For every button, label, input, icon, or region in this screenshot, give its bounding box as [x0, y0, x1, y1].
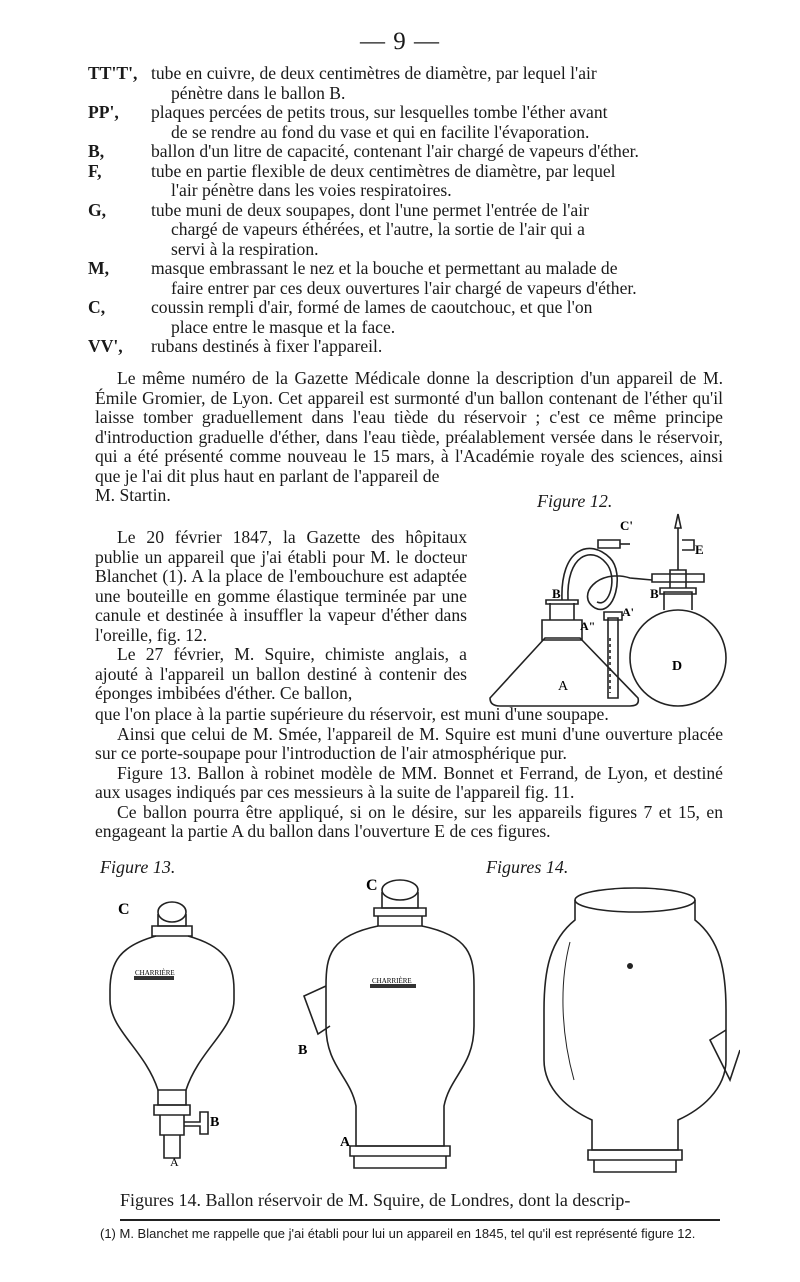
- legend-list: [88, 64, 728, 357]
- paragraph-text: Le 27 février, M. Squire, chimiste anglais, a ajouté à l'appareil un ballon destiné à contenir des éponges imbibées d'éther. Ce ballon,: [95, 644, 467, 703]
- paragraph-text: Le 20 février 1847, la Gazette des hôpitaux publie un appareil que j'ai établi pour M. le docteur Blanchet (1). A la place de l'embouchure est adaptée une bouteille en gomme élastique terminée par une canule et destinée à insuffler la vapeur d'éther dans l'oreille, fig. 12.: [95, 527, 467, 645]
- legend-key: B,: [88, 141, 105, 161]
- paragraph-text: Ainsi que celui de M. Smée, l'appareil de M. Squire est muni d'une ouverture placée sur ce porte-soupape pour l'introduction de l'air atmosphérique pur.: [95, 723, 723, 763]
- fig12-label-b-left: B: [552, 586, 561, 601]
- fig12-label-a: A: [558, 679, 569, 694]
- fig12-label-e: E: [695, 542, 704, 557]
- figure-12-caption: Figure 12.: [537, 491, 613, 511]
- figures-14-caption: Figures 14.: [486, 857, 569, 877]
- paragraph-text: M. Startin.: [95, 485, 171, 505]
- fig13-label-b: B: [210, 1115, 220, 1130]
- legend-text: tube en partie flexible de deux centimètres de diamètre, par lequel: [151, 160, 616, 181]
- legend-cont: l'air pénètre dans les voies respiratoires.: [171, 180, 452, 200]
- fig13-stamp: CHARRIÈRE: [135, 969, 175, 977]
- figure-13-drawing: [100, 890, 250, 1170]
- legend-item: [88, 142, 728, 162]
- paragraph-text: que l'on place à la partie supérieure du réservoir, est muni d'une soupape.: [95, 704, 609, 724]
- figure-13-caption: Figure 13.: [100, 857, 176, 877]
- legend-text: plaques percées de petits trous, sur lesquelles tombe l'éther avant: [151, 102, 608, 122]
- page-number: — 9 —: [360, 28, 440, 55]
- paragraph-text: Ce ballon pourra être appliqué, si on le désire, sur les appareils figures 7 et 15, en engageant la partie A du ballon dans l'ouverture E de ces figures.: [95, 801, 723, 841]
- legend-key: F,: [88, 160, 102, 181]
- legend-key: C,: [88, 297, 106, 317]
- legend-cont: faire entrer par ces deux ouvertures l'air chargé de vapeurs d'éther.: [171, 277, 637, 298]
- fig14a-label-a: A: [340, 1135, 351, 1150]
- fig14a-stamp: CHARRIÈRE: [372, 977, 412, 985]
- legend-item: [88, 64, 728, 103]
- fig12-label-b-right: B: [650, 586, 659, 601]
- legend-key: M,: [88, 258, 110, 278]
- figures-14-description: Figures 14. Ballon réservoir de M. Squire, de Londres, dont la descrip-: [120, 1190, 631, 1210]
- legend-key: TT'T',: [88, 63, 138, 83]
- fig14a-label-b: B: [298, 1043, 308, 1058]
- legend-key: G,: [88, 199, 107, 220]
- fig14a-label-c: C: [366, 877, 378, 894]
- paragraph-text: Le même numéro de la Gazette Médicale donne la description d'un appareil de M. Émile Gromier, de Lyon. Cet appareil est surmonté d'un ballon contenant de l'éther qu'il laisse tomber graduellement dans l'eau tiède du réservoir ; c'est ce même principe d'introduction graduelle d'éther, dans l'eau tiède, préalablement versée dans le réservoir, qui a été présenté comme nouveau le 15 mars, à l'Académie royale des sciences, ainsi que je l'ai dit plus haut en parlant de l'appareil de: [95, 368, 723, 486]
- figure-14a-drawing: [290, 876, 490, 1176]
- legend-item: [88, 337, 728, 357]
- legend-text: masque embrassant le nez et la bouche et permettant au malade de: [151, 258, 618, 278]
- footnote-rule: [120, 1219, 720, 1221]
- fig13-label-c: C: [118, 901, 130, 918]
- paragraph-blanchet: [95, 528, 467, 704]
- legend-cont: de se rendre au fond du vase et qui en facilite l'évaporation.: [171, 121, 590, 142]
- fig12-label-cprime: C': [620, 518, 633, 533]
- footnote: (1) M. Blanchet me rappelle que j'ai établi pour lui un appareil en 1845, tel qu'il est représenté figure 12.: [100, 1226, 696, 1241]
- fig14b-rivet: [627, 963, 633, 969]
- fig13-label-a: A: [170, 1155, 179, 1169]
- legend-item: [88, 259, 728, 298]
- paragraph-gromier: [95, 369, 723, 506]
- legend-text: rubans destinés à fixer l'appareil.: [151, 336, 383, 356]
- fig12-label-d: D: [672, 659, 683, 674]
- fig12-label-a-prime: A': [622, 605, 634, 619]
- paragraph-squire: [95, 705, 723, 842]
- legend-item: [88, 162, 728, 201]
- legend-cont: servi à la respiration.: [171, 238, 319, 259]
- legend-item: [88, 103, 728, 142]
- legend-item: [88, 298, 728, 337]
- paragraph-text: Figure 13. Ballon à robinet modèle de MM. Bonnet et Ferrand, de Lyon, et destiné aux usages indiqués par ces messieurs à la suite de l'appareil fig. 11.: [95, 762, 723, 802]
- legend-text: tube en cuivre, de deux centimètres de diamètre, par lequel l'air: [151, 63, 597, 83]
- legend-cont: chargé de vapeurs éthérées, et l'autre, la sortie de l'air qui a: [171, 219, 585, 239]
- legend-item: [88, 201, 728, 260]
- legend-cont: place entre le masque et la face.: [171, 316, 396, 337]
- figure-12-drawing: [480, 508, 730, 718]
- legend-text: tube muni de deux soupapes, dont l'une permet l'entrée de l'air: [151, 199, 589, 220]
- legend-key: VV',: [88, 336, 123, 356]
- fig12-label-a-second: A": [580, 619, 596, 633]
- figure-14b-drawing: [530, 880, 740, 1180]
- legend-key: PP',: [88, 102, 119, 122]
- legend-text: coussin rempli d'air, formé de lames de caoutchouc, et que l'on: [151, 297, 593, 317]
- legend-text: ballon d'un litre de capacité, contenant l'air chargé de vapeurs d'éther.: [151, 141, 639, 161]
- legend-cont: pénètre dans le ballon B.: [171, 82, 346, 103]
